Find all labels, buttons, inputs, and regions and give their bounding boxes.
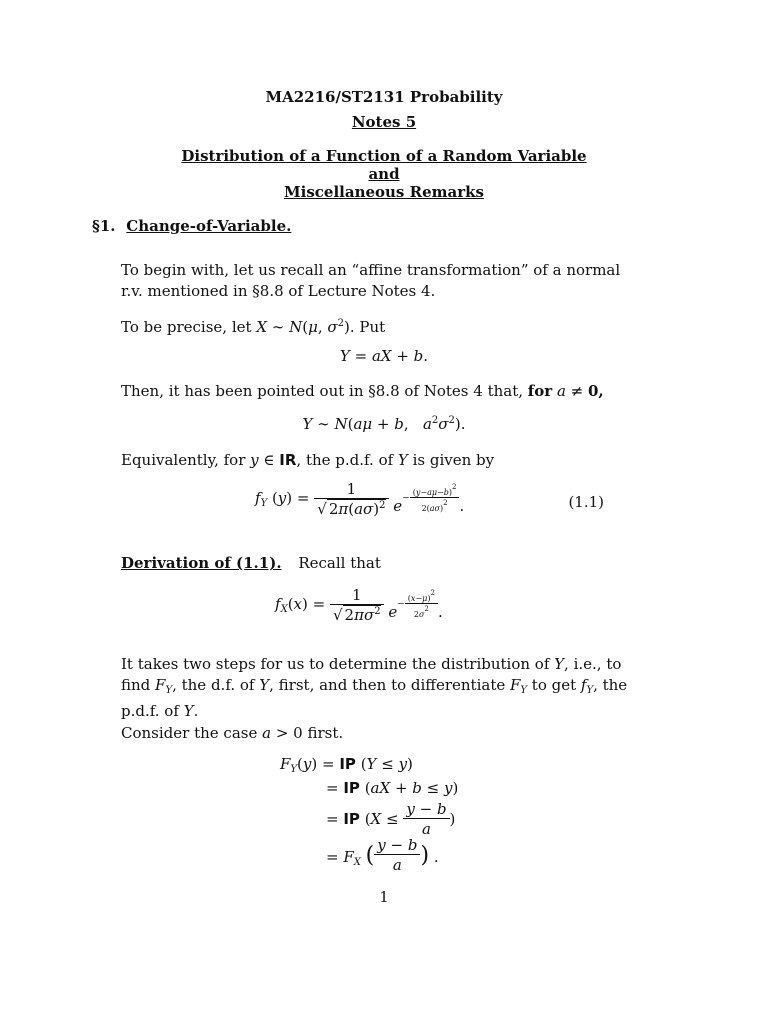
para4-suffix: is given by xyxy=(407,451,495,469)
derivation-line3: = IP (X ≤ $\frac{y - b}{a}$ ) xyxy=(326,800,456,838)
document-title-line3: Miscellaneous Remarks xyxy=(284,183,484,201)
equation-number: (1.1) xyxy=(568,493,604,511)
para4-mid: , the p.d.f. of xyxy=(296,451,398,469)
derivation-line2: = IP (aX + b ≤ y) xyxy=(326,779,459,797)
equation-1-1: $f_Y$ (y) = $\frac{1}{√ 2\pi(a\sigma)^2}$ e− $\frac{(y-a\mu-b)^2}{2(a\sigma)^2}$ . xyxy=(255,480,465,518)
paragraph-precise: To be precise, let X ∼ N(μ, $\sigma^2$). Put xyxy=(121,318,386,336)
para4-prefix: Equivalently, for xyxy=(121,451,251,469)
paragraph-pointed-out: Then, it has been pointed out in §8.8 of Notes 4 that, for a ≠ 0, xyxy=(121,382,604,400)
page-number: 1 xyxy=(379,888,389,906)
para3-prefix: Then, it has been pointed out in §8.8 of Notes 4 that, xyxy=(121,382,528,400)
para3-bold: for xyxy=(527,382,553,400)
equation-fx: $f_X(x)$ = $\frac{1}{√ 2\pi\sigma^2}$ e− $\frac{(x-\mu)^2}{2\sigma^2}$ . xyxy=(275,586,443,624)
equation-normal-y: Y ∼ N(aμ + b, $a^2\sigma^2$). xyxy=(302,415,466,433)
section-heading xyxy=(92,217,291,235)
paragraph-two-steps: It takes two steps for us to determine the distribution of Y, i.e., to find $F_Y$, the d.f. of Y, first, and then to differentiate $F_Y$ to get $f_Y$, the p.d.f. of Y. xyxy=(121,655,628,720)
paragraph-equivalently: Equivalently, for y ∈ IR, the p.d.f. of Y is given by xyxy=(121,451,495,469)
paragraph-case-a-positive: Consider the case a > 0 first. xyxy=(121,724,344,742)
section-symbol: §1. xyxy=(92,217,116,235)
course-title: MA2216/ST2131 Probability xyxy=(265,88,503,106)
derivation-heading xyxy=(121,554,381,572)
para6-prefix: Consider the case xyxy=(121,724,263,742)
para6-suffix: first. xyxy=(302,724,344,742)
paragraph-intro: To begin with, let us recall an “affine transformation” of a normal r.v. mentioned in §8.8 of Lecture Notes 4. xyxy=(121,261,621,300)
notes-number: Notes 5 xyxy=(351,113,417,131)
derivation-line4: = $F_X$ ( $\frac{y - b}{a}$ ) . xyxy=(326,836,439,874)
document-title-line1: Distribution of a Function of a Random Variable xyxy=(181,147,587,165)
derivation-text: Recall that xyxy=(298,554,381,572)
equation-affine: Y = aX + b. xyxy=(339,347,429,365)
derivation-title: Derivation of (1.1). xyxy=(121,554,282,572)
para2-suffix: . Put xyxy=(349,318,386,336)
document-title-line2: and xyxy=(368,165,400,183)
para2-prefix: To be precise, let xyxy=(121,318,257,336)
section-title: Change-of-Variable. xyxy=(126,217,292,235)
derivation-line1: $F_Y(y)$ = IP (Y ≤ y) xyxy=(280,755,413,775)
